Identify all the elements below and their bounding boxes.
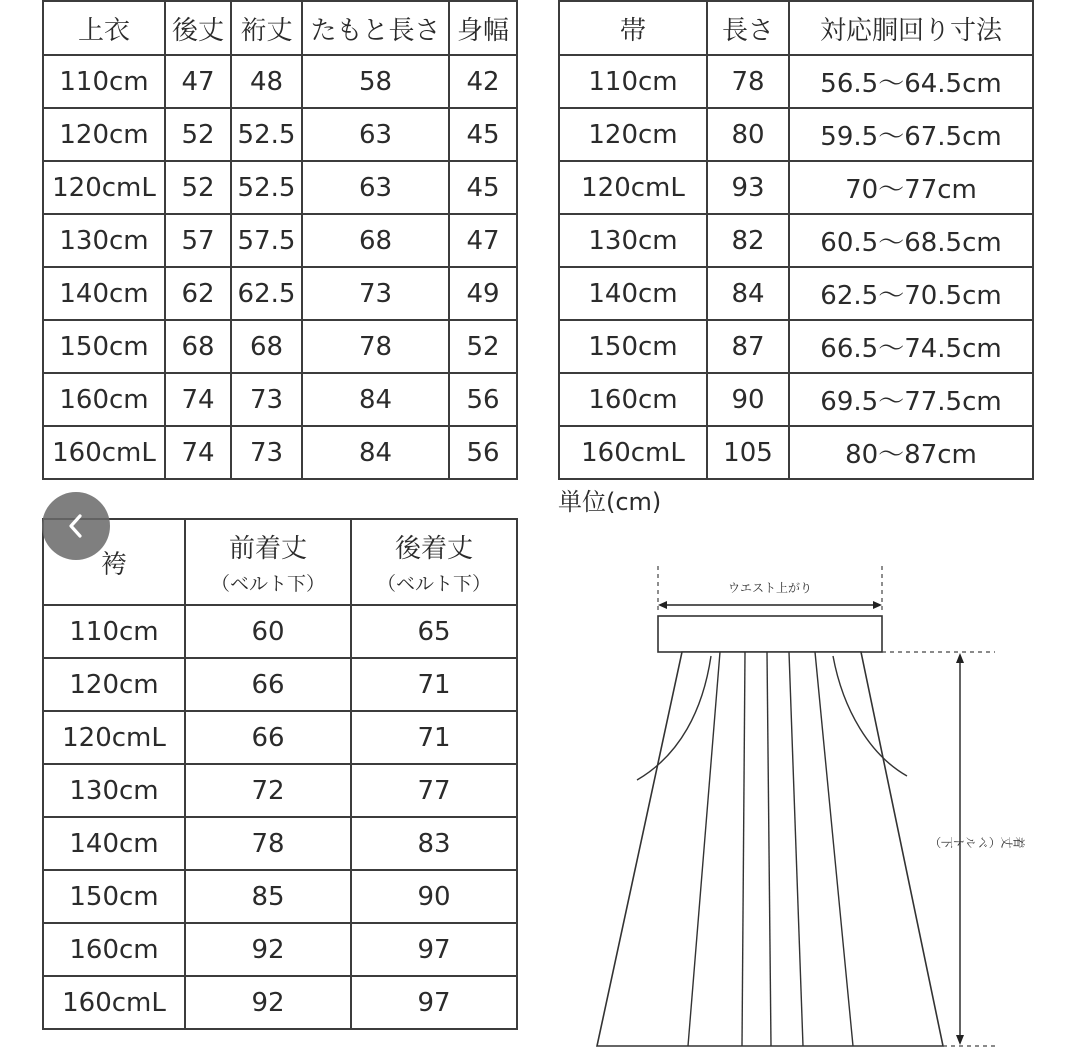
hakama-header-main: 前着丈 xyxy=(228,534,307,564)
measurement-cell: 83 xyxy=(351,817,517,870)
measurement-cell: 68 xyxy=(165,320,231,373)
measurement-cell: 52.5 xyxy=(231,161,302,214)
hakama-header-sub: （ベルト下） xyxy=(376,573,491,595)
size-label-cell: 160cmL xyxy=(559,426,707,479)
size-label-cell: 150cm xyxy=(43,320,165,373)
waist-label: ウエスト上がり xyxy=(727,581,813,595)
measurement-cell: 49 xyxy=(449,267,517,320)
measurement-cell: 63 xyxy=(302,161,449,214)
size-label-cell: 160cm xyxy=(43,373,165,426)
size-label-cell: 120cmL xyxy=(559,161,707,214)
size-label-cell: 130cm xyxy=(43,764,185,817)
length-label: 着丈（ベルト下） xyxy=(929,835,1025,849)
measurement-cell: 56 xyxy=(449,426,517,479)
table-row xyxy=(43,320,517,373)
table-row xyxy=(43,161,517,214)
size-label-cell: 120cmL xyxy=(43,161,165,214)
table-row xyxy=(559,320,1033,373)
measurement-cell: 57.5 xyxy=(231,214,302,267)
table-row xyxy=(43,764,517,817)
measurement-cell: 78 xyxy=(707,55,789,108)
obi-header-cell: 対応胴回り寸法 xyxy=(789,1,1033,55)
measurement-cell: 60 xyxy=(185,605,351,658)
size-label-cell: 130cm xyxy=(43,214,165,267)
size-label-cell: 140cm xyxy=(43,267,165,320)
size-label-cell: 140cm xyxy=(559,267,707,320)
table-row xyxy=(43,817,517,870)
measurement-cell: 45 xyxy=(449,108,517,161)
table-row xyxy=(43,55,517,108)
size-label-cell: 160cmL xyxy=(43,976,185,1029)
measurement-cell: 92 xyxy=(185,976,351,1029)
size-label-cell: 150cm xyxy=(559,320,707,373)
table-row xyxy=(43,658,517,711)
measurement-cell: 87 xyxy=(707,320,789,373)
table-row xyxy=(559,108,1033,161)
size-label-cell: 160cm xyxy=(43,923,185,976)
measurement-cell: 85 xyxy=(185,870,351,923)
measurement-cell: 90 xyxy=(707,373,789,426)
measurement-cell: 92 xyxy=(185,923,351,976)
size-label-cell: 160cm xyxy=(559,373,707,426)
uwagi-size-table xyxy=(42,0,518,480)
unit-note: 単位(cm) xyxy=(558,488,662,516)
table-row xyxy=(559,55,1033,108)
hakama-header-main: 後着丈 xyxy=(394,534,473,564)
measurement-cell: 68 xyxy=(302,214,449,267)
measurement-cell: 97 xyxy=(351,976,517,1029)
measurement-cell: 63 xyxy=(302,108,449,161)
size-label-cell: 120cm xyxy=(559,108,707,161)
measurement-cell: 57 xyxy=(165,214,231,267)
measurement-cell: 72 xyxy=(185,764,351,817)
measurement-cell: 65 xyxy=(351,605,517,658)
measurement-cell: 52 xyxy=(165,108,231,161)
table-row xyxy=(43,870,517,923)
measurement-cell: 42 xyxy=(449,55,517,108)
table-row xyxy=(559,426,1033,479)
measurement-cell: 70〜77cm xyxy=(789,161,1033,214)
measurement-cell: 45 xyxy=(449,161,517,214)
hakama-table-body xyxy=(43,605,517,1029)
size-label-cell: 120cm xyxy=(43,108,165,161)
measurement-cell: 84 xyxy=(302,426,449,479)
measurement-cell: 59.5〜67.5cm xyxy=(789,108,1033,161)
measurement-cell: 84 xyxy=(302,373,449,426)
measurement-cell: 78 xyxy=(185,817,351,870)
measurement-cell: 58 xyxy=(302,55,449,108)
measurement-cell: 90 xyxy=(351,870,517,923)
measurement-cell: 80〜87cm xyxy=(789,426,1033,479)
waistband-shape xyxy=(658,616,882,652)
measurement-cell: 105 xyxy=(707,426,789,479)
hakama-header-sub: （ベルト下） xyxy=(210,573,325,595)
obi-header-cell: 長さ xyxy=(707,1,789,55)
measurement-cell: 71 xyxy=(351,658,517,711)
measurement-cell: 62.5 xyxy=(231,267,302,320)
table-row xyxy=(559,373,1033,426)
measurement-cell: 73 xyxy=(302,267,449,320)
uwagi-header-cell: 後丈 xyxy=(165,1,231,55)
uwagi-header-row xyxy=(43,1,517,55)
measurement-cell: 62 xyxy=(165,267,231,320)
table-row xyxy=(43,267,517,320)
measurement-cell: 73 xyxy=(231,373,302,426)
hakama-header-row xyxy=(43,519,517,605)
back-button[interactable] xyxy=(42,492,110,560)
table-row xyxy=(43,108,517,161)
obi-size-table xyxy=(558,0,1034,480)
hakama-header-main: 袴 xyxy=(100,549,127,580)
hakama-diagram xyxy=(585,560,1025,1055)
table-row xyxy=(559,267,1033,320)
measurement-cell: 97 xyxy=(351,923,517,976)
measurement-cell: 84 xyxy=(707,267,789,320)
measurement-cell: 48 xyxy=(231,55,302,108)
table-row xyxy=(43,373,517,426)
size-label-cell: 110cm xyxy=(559,55,707,108)
size-label-cell: 110cm xyxy=(43,605,185,658)
size-label-cell: 120cmL xyxy=(43,711,185,764)
measurement-cell: 93 xyxy=(707,161,789,214)
size-label-cell: 110cm xyxy=(43,55,165,108)
measurement-cell: 52 xyxy=(449,320,517,373)
hakama-size-table xyxy=(42,518,518,1030)
table-row xyxy=(43,976,517,1029)
measurement-cell: 47 xyxy=(449,214,517,267)
measurement-cell: 62.5〜70.5cm xyxy=(789,267,1033,320)
measurement-cell: 71 xyxy=(351,711,517,764)
measurement-cell: 78 xyxy=(302,320,449,373)
table-row xyxy=(43,605,517,658)
measurement-cell: 60.5〜68.5cm xyxy=(789,214,1033,267)
table-row xyxy=(43,214,517,267)
measurement-cell: 56.5〜64.5cm xyxy=(789,55,1033,108)
uwagi-header-cell: 上衣 xyxy=(43,1,165,55)
measurement-cell: 80 xyxy=(707,108,789,161)
uwagi-header-cell: 身幅 xyxy=(449,1,517,55)
measurement-cell: 82 xyxy=(707,214,789,267)
table-row xyxy=(43,923,517,976)
measurement-cell: 56 xyxy=(449,373,517,426)
measurement-cell: 66 xyxy=(185,711,351,764)
uwagi-header-cell: たもと長さ xyxy=(302,1,449,55)
measurement-cell: 69.5〜77.5cm xyxy=(789,373,1033,426)
measurement-cell: 66 xyxy=(185,658,351,711)
hakama-header-cell xyxy=(185,519,351,605)
table-row xyxy=(559,161,1033,214)
size-label-cell: 160cmL xyxy=(43,426,165,479)
measurement-cell: 52 xyxy=(165,161,231,214)
measurement-cell: 68 xyxy=(231,320,302,373)
measurement-cell: 73 xyxy=(231,426,302,479)
obi-table-body xyxy=(559,55,1033,479)
obi-header-cell: 帯 xyxy=(559,1,707,55)
table-row xyxy=(43,711,517,764)
hakama-header-cell xyxy=(351,519,517,605)
measurement-cell: 47 xyxy=(165,55,231,108)
measurement-cell: 74 xyxy=(165,426,231,479)
measurement-cell: 52.5 xyxy=(231,108,302,161)
measurement-cell: 66.5〜74.5cm xyxy=(789,320,1033,373)
size-label-cell: 140cm xyxy=(43,817,185,870)
size-label-cell: 130cm xyxy=(559,214,707,267)
measurement-cell: 77 xyxy=(351,764,517,817)
size-label-cell: 120cm xyxy=(43,658,185,711)
obi-header-row xyxy=(559,1,1033,55)
chevron-left-icon xyxy=(65,511,87,541)
uwagi-table-body xyxy=(43,55,517,479)
measurement-cell: 74 xyxy=(165,373,231,426)
size-label-cell: 150cm xyxy=(43,870,185,923)
uwagi-header-cell: 裄丈 xyxy=(231,1,302,55)
table-row xyxy=(559,214,1033,267)
table-row xyxy=(43,426,517,479)
